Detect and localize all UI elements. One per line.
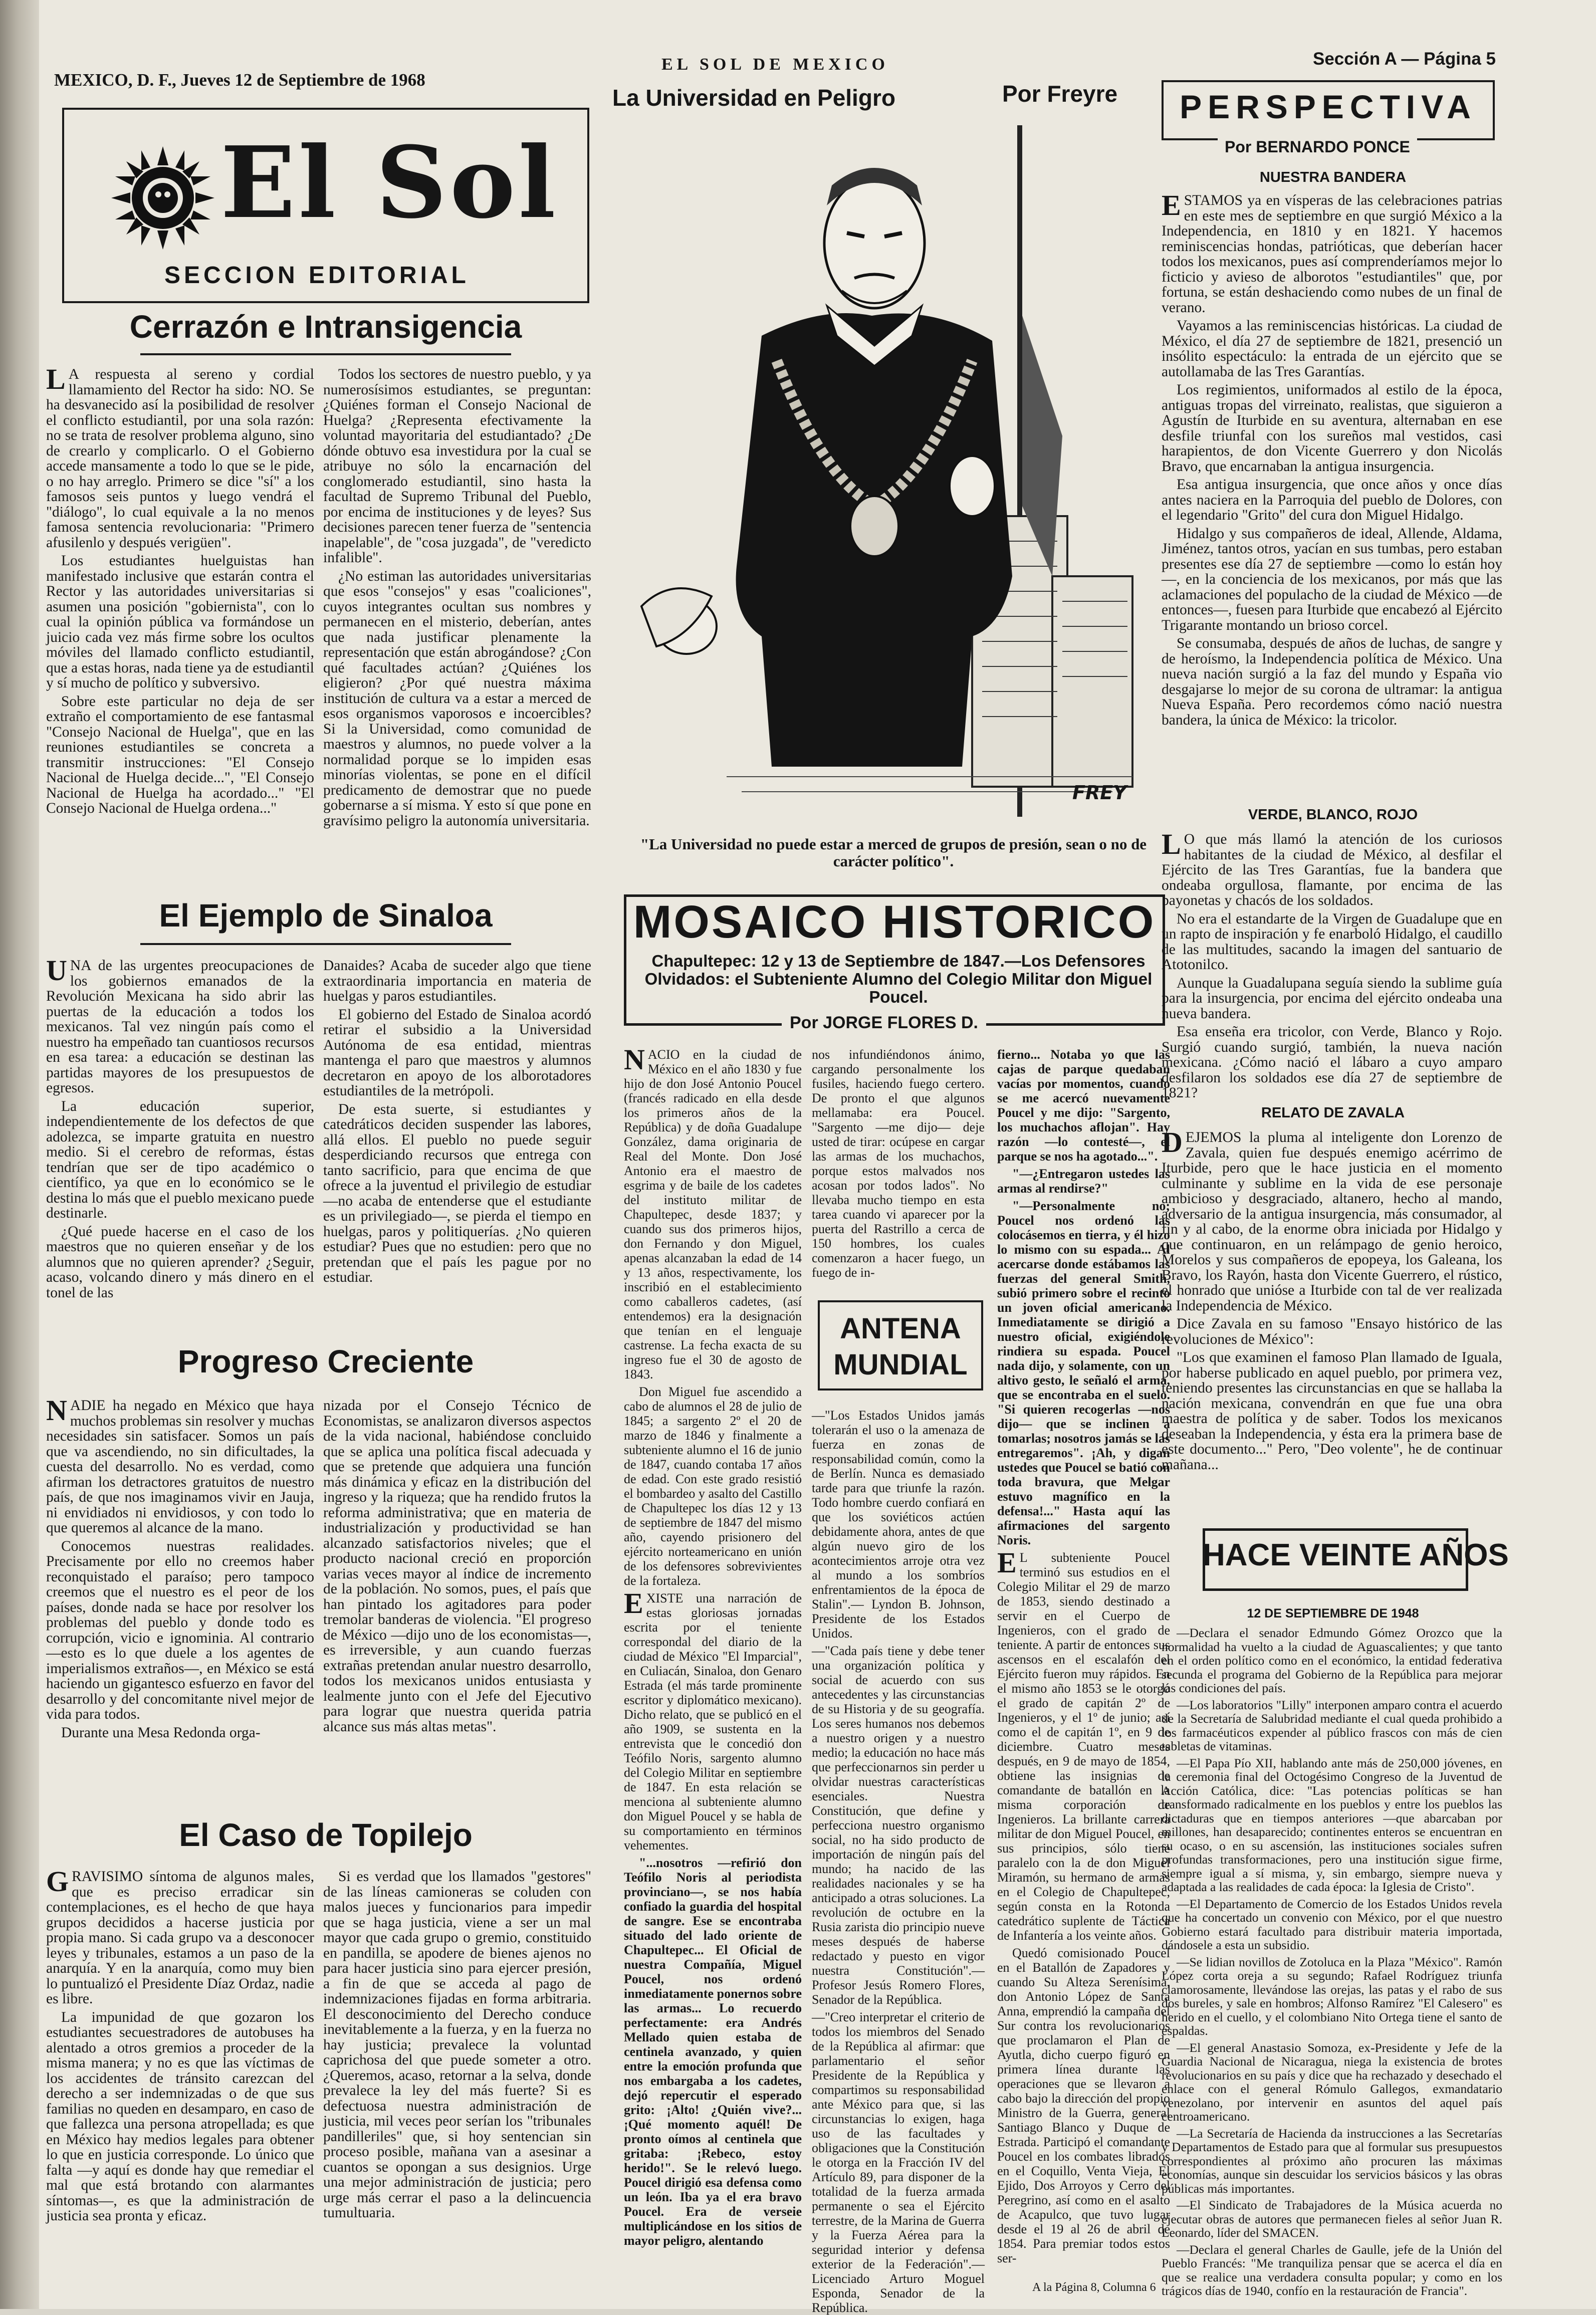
cartoon-illustration [611,125,1153,837]
hace-veinte-items: —Declara el senador Edmundo Gómez Orozco que la normalidad ha vuelto a la ciudad de Aguascalientes; y que tanto en el orden político como en el económico, la entidad federativa secunda el programa del Gobierno de la República para mejorar las condiciones del país. —Los laboratorios "Lilly" interponen amparo contra el acuerdo de la Secretaría de Salubridad mediante el cual queda prohibido a los farmacéuticos expender al público frascos con más de cien tabletas de vitaminas. —El Papa Pío XII, hablando ante más de 250,000 jóvenes, en la ceremonia final del Octogésimo Congreso de la Juventud de Acción Católica, dice: "Las potencias políticas se han transformado radicalmente en los pueblos y entre los pueblos las dictaduras que en tiempos anteriores —que abarcaban por millones, han desaparecido; continentes enteros se encuentran en su ocaso, o en su ascensión, las instituciones sociales sufren profundas transformaciones, pero una institución sigue firme, siempre igual a sí misma, y, sin embargo, siempre nueva y adaptada a las realidades de cada época: la Iglesia de Cristo". —El Departamento de Comercio de los Estados Unidos revela que ha concertado un convenio con México, por el que nuestro Gobierno estará facultado para distribuir materia importada, dándosele a esta un subsidio. —Se lidian novillos de Zotoluca en la Plaza "México". Ramón López corta oreja a su segundo; Rafael Rodríguez triunfa clamorosamente, llevándose las orejas, las patas y el rabo de sus dos bureles, y sale en hombros; Alfonso Ramírez "El Calesero" es herido en el cuello, y el colombiano Nito Ortega tiene el santo de espaldas. —El general Anastasio Somoza, ex-Presidente y Jefe de la Guardia Nacional de Nicaragua, niega la existencia de brotes revolucionarios en su país y dice que ha rechazado y desechado el enlace con el general Rómulo Gallegos, exmandatario venezolano, por intervenir en asuntos del aquel país centroamericano. —La Secretaría de Hacienda da instrucciones a las Secretarías y Departamentos de Estado para que al formular sus presupuestos correspondientes al próximo año procuren las máximas economías, aunque sin descuidar los servicios básicos y las obras públicas más importantes. —El Sindicato de Trabajadores de la Música acuerda no ejecutar obras de autores que permanecen fieles al señor Juan R. Leonardo, líder del SMACEN. —Declara el general Charles de Gaulle, jefe de la Unión del Pueblo Francés: "Me tranquiliza pensar que se acerca el día en que se realice una verdadera consulta popular; y como en los trágicos días de 1940, confío en la restauración de Francia". [1162,1626,1502,2298]
perspectiva-section-1: ESTAMOS ya en vísperas de las celebraciones patrias en este mes de septiembre en que surgió México a la Independencia, en 1810 y en 1821. Y hacemos reminiscencias hondas, patrióticas, que deberían hacer todos los mexicanos, pues así comprenderíamos mejor lo ficticio y avieso de alborotos "estudiantiles" que, por fortuna, se están deshaciendo como nubes de un final de verano. Vayamos a las reminiscencias históricas. La ciudad de México, el día 27 de septiembre de 1821, presenció un insólito espectáculo: la entrada de un ejército que se autollamaba de las Tres Garantías. Los regimientos, uniformados al estilo de la época, antiguas tropas del virreinato, realistas, que siguieron a Agustín de Iturbide en su aventura, alternaban en ese desfile triunfal con los sureños mal vestidos, casi harapientos, de don Vicente Guerrero y don Nicolás Bravo, que encarnaban la antigua insurgencia. Esa antigua insurgencia, que once años y once días antes naciera en la Parroquia del pueblo de Dolores, con el legendario "Grito" del cura don Miguel Hidalgo. Hidalgo y sus compañeros de ideal, Allende, Aldama, Jiménez, tantos otros, yacían en sus tumbas, pero estaban presentes ese día 27 de septiembre —como lo están hoy—, en la conciencia de los mexicanos, por más que las aclamaciones del populacho de la ciudad de México —de entonces—, fuesen para Iturbide que encabezó al Ejército Trigarante montando un brioso corcel. Se consumaba, después de años de luchas, de sangre y de heroísmo, la Independencia política de México. Una nueva nación surgió a la faz del mundo y España vio desgajarse lo mejor de su corona de ultramar: la antigua Nueva España. Pero recordemos cómo nació nuestra bandera, la única de México: la tricolor. [1162,189,1502,728]
cartoon-caption: "La Universidad no puede estar a merced de grupos de presión, sean o no de carácter político". [640,835,1147,870]
perspectiva-subhead-3: RELATO DE ZAVALA [1261,1105,1405,1121]
hace-veinte-date: 12 DE SEPTIEMBRE DE 1948 [1247,1606,1419,1621]
perspectiva-title: PERSPECTIVA [1180,88,1477,125]
paper-name: EL SOL DE MEXICO [661,55,889,74]
editorial-2-column-1: UNA de las urgentes preocupaciones de los gobiernos emanados de la Revolución Mexicana ha sido abrir las puertas de la educación a todos los mexicanos. Tal vez ningún país como el nuestro ha empeñado tan cuantiosos recursos en esa tarea: a educación se destinan las partidas mayores de los presupuestos de egresos. La educación superior, independientemente de los defectos de que adolezca, se imparte gratuita en nuestro medio. Si el cerebro de reformas, éstas tendrían que ser de tipo académico o científico, ya que en lo económico se le destina lo más que el pueblo mexicano puede destinarle. ¿Qué puede hacerse en el caso de los maestros que no quieren enseñar y de los alumnos que no quieren aprender? ¿Seguir, acaso, volcando dinero y más dinero en el tonel de las [46,954,314,1301]
editorial-3-column-1: NADIE ha negado en México que haya muchos problemas sin resolver y muchas necesidades sin satisfacer. Somos un país que va ascendiendo, no sin dificultades, la cuesta del desarrollo. No es verdad, como afirman los detractores gratuitos de nuestro país, de que nos imaginamos vivir en Jauja, ni envidiados ni envidiosos, y con todo lo que queremos al alcance de la mano. Conocemos nuestras realidades. Precisamente por ello no creemos haber reconquistado el paraíso; pero tampoco creemos que el nuestro es el peor de los países, donde nada se hace por resolver los problemas del pueblo y donde todo es corrupción, vicio e ignominia. Al contrario —esto es lo que duele a los agentes de imperialismos extraños—, en México se está haciendo un gigantesco esfuerzo en favor del desarrollo y del concomitante nivel mejor de vida para todos. Durante una Mesa Redonda orga- [46,1394,314,1741]
editorial-1-column-2: Todos los sectores de nuestro pueblo, y ya numerosísimos estudiantes, se preguntan: ¿Quiénes forman el Consejo Nacional de Huelga? ¿Representa efectivamente la voluntad mayoritaria del estudiantado? ¿De dónde obtuvo esa investidura por la cual se atribuye no sólo la encarnación del conglomerado estudiantil, sino hasta la facultad de Supremo Tribunal del Pueblo, por encima de instituciones y de leyes? Sus decisiones parecen tener fuerza de "sentencia inapelable", de "cosa juzgada", de "veredicto infalible". ¿No estiman las autoridades universitarias que esos "consejos" y esas "coaliciones", cuyos integrantes ocultan sus nombres y permanecen en el misterio, deberían, antes que nada justificar plenamente la representación que están abrogándose? ¿Con qué facultades actúan? ¿Quiénes los eligieron? ¿Por qué nuestra máxima institución de cultura va a estar a merced de esos organismos vaporosos e incoercibles? Si la Universidad, como comunidad de maestros y alumnos, no puede volver a la normalidad porque se lo impiden esas minorías violentas, se pone en el difícil predicamento de demostrar que no puede gobernarse a sí misma. Y esto sí que pone en gravísimo peligro la autonomía universitaria. [323,366,591,829]
antena-title-line-1: ANTENA [840,1312,961,1345]
perspectiva-subhead-1: NUESTRA BANDERA [1259,169,1407,185]
mosaico-column-2: nos infundiéndonos ánimo, cargando personalmente los fusiles, haciendo fuego certero. De pronto el que algunos mellamaba: era Poucel. "Sargento —me dijo— deje usted de tirar: ocúpese en cargar las armas de los muchachos, porque estos malvados nos acosan por todos lados". No llevaba mucho tiempo en esta tarea cuando vi aparecer por la puerta del Rastrillo a cerca de 150 hombres, los cuales comenzaron a hacer fuego, un fuego de in- [812,1047,985,1280]
editorial-1-column-1: LA respuesta al sereno y cordial llamamiento del Rector ha sido: NO. Se ha desvanecido así la posibilidad de resolver el conflicto estudiantil, por una sola razón: no se trata de resolver problema alguno, sino de crearlo y complicarlo. O el Gobierno accede mansamente a todo lo que se le pide, o no hay arreglo. Primero se dice "sí" a los famosos seis puntos y luego vendrá el "diálogo", lo cual equivale a la no menos famosa sentencia revolucionaria: "Primero afusilenlo y después verigüen". Los estudiantes huelguistas han manifestado inclusive que estarán contra el Rector y las autoridades universitarias si asumen una posición "gobiernista", con lo cual la opinión pública va formándose un juicio cada vez más firme sobre los ocultos móviles del llamado conflicto estudiantil, que a estas horas, nada tiene ya de estudiantil y sí mucho de político y subversivo. Sobre este particular no deja de ser extraño el comportamiento de ese fantasmal "Consejo Nacional de Huelga", que en las reuniones estudiantiles se concreta a transmitir instrucciones: "El Consejo Nacional de Huelga decide...", "El Consejo Nacional de Huelga ha acordado..." "El Consejo Nacional de Huelga ordena..." [46,363,314,816]
mosaico-column-3: fierno... Notaba yo que las cajas de parque quedaban vacías por momentos, cuando se me acercó nuevamente Poucel y me dijo: "Sargento, los muchachos aflojan". Hay razón —lo contesté—, el parque se nos ha agotado...". "—¿Entregaron ustedes las armas al rendirse?" "—Personalmente no; Poucel nos ordenó las colocásemos en tierra, y él hizo lo mismo con su espada... Al acercarse donde estábamos las fuerzas del general Smith, subió primero sobre el recinto un joven oficial americano. Inmediatamente se dirigió a nuestro oficial, exigiéndole rindiera su espada. Poucel nada dijo, y solamente, con un altivo gesto, le señaló el arma, que se encontraba en el suelo. "Si quieren recogerlas —nos dijo— que se inclinen a tomarlas; nosotros jamás se las entregaremos". ¡Ah, y digan ustedes que Poucel se batió con toda bravura, que Melgar estuvo magnífico en la defensa!..." Hasta aquí las afirmaciones del sargento Noris. EL subteniente Poucel terminó sus estudios en el Colegio Militar el 29 de marzo de 1853, siendo destinado a servir en el Cuerpo de Ingenieros, con el grado de teniente. A partir de entonces sus ascensos en el escalafón del Ejército fueron muy rápidos. En el mismo año 1853 se le otorgó el grado de capitán 2º de Ingenieros, y el 1º de junio; así como el de capitán 1º, en 9 de diciembre. Cuatro meses después, en 9 de mayo de 1854, obtiene las insignias de comandante de batallón en la misma corporación de Ingenieros. La brillante carrera militar de don Miguel Poucel, en sus principios, sólo tiene paralelo con la de don Miguel Miramón, su hermano de armas en el Colegio de Chapultepec, según consta en la Rotonda catedrático suplente de Táctica de Infantería a los veinte años. Quedó comisionado Poucel en el Batallón de Zapadores y cuando Su Alteza Serenísima, don Antonio López de Santa Anna, emprendió la campaña del Sur contra los revolucionarios que proclamaron el Plan de Ayutla, dicho cuerpo figuró en primera línea durante las operaciones que se llevaron a cabo bajo la dirección del propio Ministro de la Guerra, general Santiago Blanco y Duque de Estrada. Participó el comandante Poucel en los combates librados en el Coquillo, Venta Vieja, El Ejido, Dos Arroyos y Cerro del Peregrino, así como en el asalto de Acapulco, que tuvo lugar desde el 19 al 26 de abril de 1854. Para premiar todos estos ser- [997,1047,1170,2265]
continuation-note: A la Página 8, Columna 6 [1032,2281,1156,2294]
perspectiva-byline: Por BERNARDO PONCE [1218,138,1417,156]
sun-logo-icon [110,145,215,251]
dateline: MEXICO, D. F., Jueves 12 de Septiembre de 1968 [54,70,425,90]
editorial-title-1: Cerrazón e Intransigencia [129,309,522,345]
perspectiva-section-3: DEJEMOS la pluma al inteligente don Lorenzo de Zavala, quien fue después enemigo acérrimo de Iturbide, pero que le hace justicia en el momento culminante y sublime en la vida de ese personaje ambicioso y desgraciado, altanero, hecho al mando, adversario de la antigua insurgencia, más consumador, al fin y al cabo, de la enorme obra iniciada por Hidalgo y que continuaron, en un relámpago de genio heroico, Morelos y sus compañeros de epopeya, los Galeana, los Bravo, los Rayón, hasta don Vicente Guerrero, el rústico, el honrado que unióse a Iturbide con tal de ver realizada la Independencia de México. Dice Zavala en su famoso "Ensayo histórico de las revoluciones de México": "Los que examinen el famoso Plan llamado de Iguala, por haberse publicado en aquel pueblo, por primera vez, teniendo presentes las circunstancias en que se hallaba la nación mexicana, convendrán en que fue una obra maestra de política y de saber. Todos los mexicanos deseaban la Independencia, y ésta era la primera base de este documento..." Pero, "Deo volente", he de continuar mañana... [1162,1126,1502,1473]
mosaico-column-1: NACIO en la ciudad de México en el año 1830 y fue hijo de don José Antonio Poucel (francés radicado en ella desde los primeros años de la República) y de doña Guadalupe González, dama originaria de Real del Monte. Don José Antonio era el maestro de esgrima y de baile de los cadetes del instituto militar de Chapultepec, desde 1837; y cuando sus dos primeros hijos, don Fernando y don Miguel, apenas alcanzaban la edad de 14 y 13 años, respectivamente, los inscribió en el establecimiento como caballeros cadetes, (así entendemos) era la designación que tenían en el lenguaje castrense. La fecha exacta de su ingreso fue el 30 de agosto de 1843. Don Miguel fue ascendido a cabo de alumnos el 28 de julio de 1845; a sargento 2º el 20 de marzo de 1846 y finalmente a subteniente alumno el 16 de junio de 1847, cuando contaba 17 años de edad. Con este grado resistió el bombardeo y asalto del Castillo de Chapultepec los días 12 y 13 de septiembre de 1847 del mismo año, cayendo prisionero del ejército norteamericano en unión de los defensores sobrevivientes de la fortaleza. EXISTE una narración de estas gloriosas jornadas escrita por el teniente correspondal del diario de la ciudad de México "El Imparcial", en Culiacán, Sinaloa, don Genaro Estrada (el más tarde prominente escritor y diplomático mexicano). Dicho relato, que se publicó en el año 1909, se sustenta en la entrevista que le concedió don Teófilo Noris, sargento alumno del Colegio Militar en septiembre de 1847. En esta relación se menciona al subteniente alumno don Miguel Poucel y se habla de su comportamiento en términos vehementes. "...nosotros —refirió don Teófilo Noris al periodista provinciano—, se nos había confiado la guardia del hospital de sangre. Ese se encontraba situado del lado oriente de Chapultepec... El Oficial de nuestra Compañía, Miguel Poucel, nos ordenó inmediatamente ponernos sobre las armas... Lo recuerdo perfectamente: era Andrés Mellado quien estaba de centinela avanzado, y quien entre la emoción profunda que nos embargaba a los cadetes, dejó repercutir el esperado grito: ¡Alto! ¿Quién vive?... ¡Qué momento aquél! De pronto oímos al centinela que gritaba: ¡Rebeco, estoy herido!". Se le relevó luego. Poucel dirigió esa defensa como un león. Iba ya el era bravo Poucel. Era de verseie multiplicándose en los sitios de mayor peligro, alentando [624,1043,802,2248]
logo-wordmark: El Sol [220,125,559,241]
page-section: Sección A — Página 5 [1313,49,1496,69]
divider [140,353,511,355]
cartoon-title: La Universidad en Peligro [612,85,895,111]
mosaico-subtitle: Chapultepec: 12 y 13 de Septiembre de 1847.—Los Defensores Olvidados: el Subteniente Alumno del Colegio Militar don Miguel Poucel. [644,952,1153,1006]
editorial-title-3: Progreso Creciente [177,1343,474,1379]
editorial-title-4: El Caso de Topilejo [179,1817,473,1853]
cartoon-author: Por Freyre [1002,81,1118,107]
logo-subtitle: SECCION EDITORIAL [164,262,470,289]
antena-column: —"Los Estados Unidos jamás tolerarán el uso o la amenaza de fuerza en zonas de responsabilidad común, como la de Berlín. Nunca es demasiado tarde para que triunfe la razón. Todo hombre cuerdo confiará en que los soviéticos actúen debidamente ahora, antes de que algún nuevo giro de los acontecimientos arroje otra vez al mundo a los sombríos enfrentamientos de la época de Stalin".— Lyndon B. Johnson, Presidente de los Estados Unidos. —"Cada país tiene y debe tener una organización política y social de acuerdo con sus antecedentes y las circunstancias de su Historia y de su geografía. Los seres humanos nos debemos a nuestro origen y a nuestro medio; la educación no hace más que perfeccionarnos sin perder u olvidar nuestras características esenciales. Nuestra Constitución, que define y perfecciona nuestro organismo social, no ha sido producto de importación de ningún país del mundo; ha nacido de las realidades nacionales y se ha anticipado a otras soluciones. La revolución de octubre en la Rusia zarista dio principio nueve meses después de haberse redactado y puesto en vigor nuestra Constitución".— Profesor Jesús Romero Flores, Senador de la República. —"Creo interpretar el criterio de todos los miembros del Senado de la República al afirmar: que parlamentario el señor Presidente de la República y compartimos su responsabilidad ante México para que, si las circunstancias lo exigen, haga uso de las facultades y obligaciones que la Constitución le otorga en la Fracción IV del Artículo 89, para disponer de la totalidad de la fuerza armada permanente o sea el Ejército terrestre, de la Marina de Guerra y la Fuerza Aérea para la seguridad interior y defensa exterior de la Federación".— Licenciado Arturo Moguel Esponda, Senador de la República. [812,1408,985,2315]
perspectiva-subhead-2: VERDE, BLANCO, ROJO [1248,807,1418,823]
page-binding-edge [0,0,39,2309]
cartoon-signature: FREY [1072,782,1127,804]
editorial-3-column-2: nizada por el Consejo Técnico de Economistas, se analizaron diversos aspectos de la vida nacional, habiéndose concluido que se aplica una política fiscal adecuada y que se pretende que adquiera una función más dinámica y eficaz en la distribución del ingreso y la riqueza; que ha rendido frutos la reforma administrativa; que en materia de industrialización y productividad se han alcanzado satisfactorios niveles; que el producto nacional creció en proporción varias veces mayor al índice de incremento de la población. No somos, pues, el país que han pintado los agitadores para poder tremolar banderas de violencia. "El progreso de México —dijo uno de los economistas—, es irreversible, y aun cuando fuerzas extrañas pretendan anular nuestro desarrollo, todos los mexicanos unidos entusiasta y lealmente junto con el Jefe del Ejecutivo para lograr que nuestra querida patria alcance sus más altas metas". [323,1398,591,1735]
mosaico-title: MOSAICO HISTORICO [633,896,1156,948]
antena-title-line-2: MUNDIAL [833,1348,968,1381]
hace-veinte-title: HACE VEINTE AÑOS [1203,1538,1509,1572]
editorial-title-2: El Ejemplo de Sinaloa [159,897,493,934]
editorial-2-column-2: Danaides? Acaba de suceder algo que tiene extraordinaria importancia en materia de huelgas y paros estudiantiles. El gobierno del Estado de Sinaloa acordó retirar el subsidio a la Universidad Autónoma de esa entidad, mientras mantenga el paro que maestros y alumnos decretaron en apoyo de los alborotadores estudiantiles de la metrópoli. De esta suerte, si estudiantes y catedráticos deciden suspender las labores, allá ellos. El pueblo no puede seguir desperdiciando recursos que entrega con tanto sacrificio, para que encima de que ofrece a la juventud el privilegio de estudiar —no acaba de entenderse que el estudiante es un privilegiado—, se pierda el tiempo en huelgas, paros y politiquerías. ¿No quieren estudiar? Pues que no estudien: pero que no pretendan que el país les pague por no estudiar. [323,958,591,1285]
perspectiva-section-2: LO que más llamó la atención de los curiosos habitantes de la ciudad de México, al desfilar el Ejército de las Tres Garantías, fue la bandera que ondeaba orgullosa, flamante, por encima de las bayonetas y chacós de los soldados. No era el estandarte de la Virgen de Guadalupe que en un rapto de inspiración y fe enarboló Hidalgo, el caudillo de las multitudes, sacando la imagen del santuario de Atotonilco. Aunque la Guadalupana seguía siendo la sublime guía para la insurgencia, por encima del ejército ondeaba una nueva bandera. Esa enseña era tricolor, con Verde, Blanco y Rojo. Surgió cuando surgió, también, la nueva nación mexicana. ¿Cómo nació el lábaro a cuyo amparo desfilaron los soldados ese día 27 de septiembre de 1821? [1162,828,1502,1101]
mosaico-byline: Por JORGE FLORES D. [782,1013,986,1033]
editorial-4-column-1: GRAVISIMO síntoma de algunos males, que es preciso erradicar sin contemplaciones, es el hecho de que haya grupos decididos a hacerse justicia por propia mano. Si cada grupo va a desconocer leyes y tribunales, estamos a un paso de la anarquía. Y en la anarquía, como muy bien lo puntualizó el Presidente Díaz Ordaz, nadie es libre. La impunidad de que gozaron los estudiantes secuestradores de autobuses ha alentado a otros gremios a proceder de la misma manera; y no es que las víctimas de los accidentes de tránsito carezcan del derecho a ser indemnizadas o de que sus familias no queden en desamparo, en caso de que fallezca una persona atropellada; es que en México hay medios legales para obtener lo que en justicia corresponde. Lo único que falta —y aquí es donde hay que remediar el mal que está brotando con alarmantes síntomas—, es que la administración de justicia sea pronta y eficaz. [46,1865,314,2224]
editorial-4-column-2: Si es verdad que los llamados "gestores" de las líneas camioneras se coluden con malos jueces y funcionarios para impedir que se haga justicia, viene a ser un mal mayor que cada grupo o gremio, constituido en pandilla, se apodere de bienes ajenos no para hacer justicia sino para ejercer presión, a fin de que se acceda al pago de indemnizaciones fijadas en forma arbitraria. El desconocimiento del Derecho conduce inevitablemente a la fuerza, y en la fuerza no hay justicia; prevalece la voluntad caprichosa del que puede someter a otro. ¿Queremos, acaso, retornar a la selva, donde prevalece la ley del más fuerte? Si es defectuosa nuestra administración de justicia, mil veces peor serían los "tribunales pandilleriles" que, si hoy sentencian sin proceso posible, mañana van a asesinar a cuantos se opongan a sus designios. Urge una mejor administración de justicia; pero urge más cerrar el paso a la delincuencia tumultuaria. [323,1869,591,2221]
divider [140,943,511,945]
